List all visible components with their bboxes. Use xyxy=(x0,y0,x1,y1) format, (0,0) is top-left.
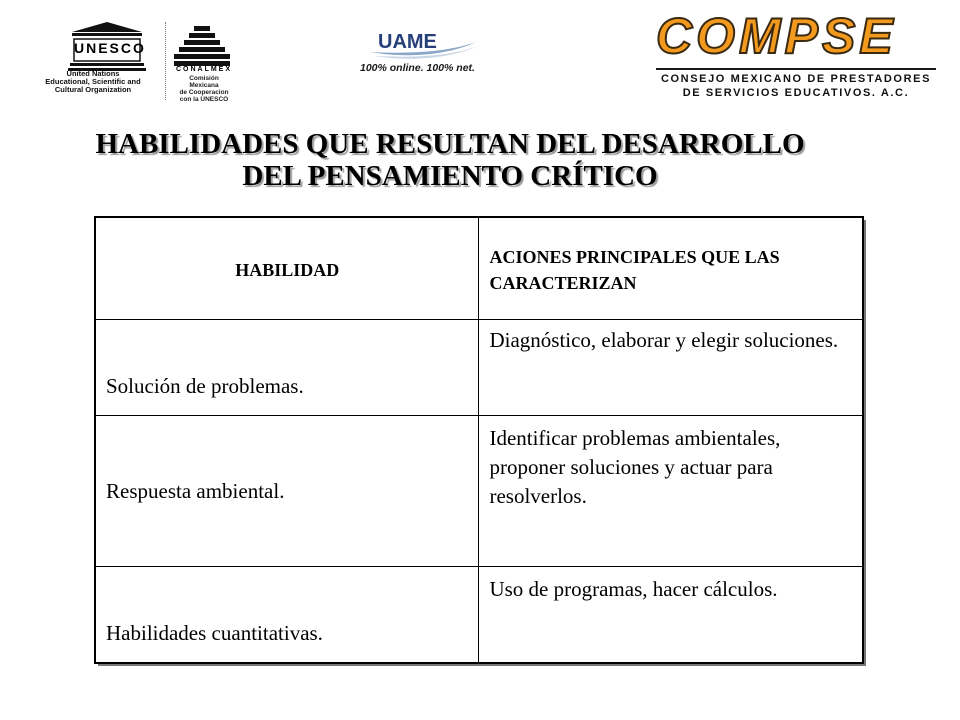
unesco-wordmark: UNESCO xyxy=(74,40,146,56)
page-title xyxy=(0,128,900,192)
uame-logo xyxy=(360,26,484,76)
compse-caption-line: CONSEJO MEXICANO DE PRESTADORES xyxy=(660,73,932,85)
conalmex-caption-line: Mexicana xyxy=(189,82,219,89)
conalmex-caption-line: de Cooperacion xyxy=(179,89,229,96)
logo-divider xyxy=(165,22,166,100)
skill-cell: Respuesta ambiental. xyxy=(96,416,479,567)
conalmex-pyramid-icon xyxy=(174,24,230,68)
skills-table-wrapper xyxy=(95,217,863,663)
actions-cell: Uso de programas, hacer cálculos. xyxy=(479,567,863,663)
unesco-caption-line: Cultural Organization xyxy=(54,85,132,94)
page-title-line: DEL PENSAMIENTO CRÍTICO xyxy=(242,160,658,192)
uame-tagline: 100% online. 100% net. xyxy=(360,62,475,74)
skill-cell: Solución de problemas. xyxy=(96,320,479,416)
unesco-caption xyxy=(28,70,158,94)
uame-wordmark: UAME xyxy=(378,31,437,53)
logo-bar xyxy=(0,0,960,110)
conalmex-caption-line: Comisión xyxy=(189,75,219,82)
unesco-caption-line: Educational, Scientific and xyxy=(45,77,141,86)
table-row xyxy=(96,320,863,416)
uame-swoosh-icon xyxy=(366,26,480,60)
compse-wordmark: COMPSE xyxy=(656,8,897,64)
skills-table xyxy=(95,217,863,663)
compse-rule xyxy=(656,68,936,70)
table-header-row xyxy=(96,218,863,320)
unesco-caption-line: United Nations xyxy=(66,69,120,78)
actions-cell: Identificar problemas ambientales, proponer soluciones y actuar para resolverlos. xyxy=(479,416,863,567)
conalmex-caption-line: con la UNESCO xyxy=(179,96,229,103)
conalmex-caption xyxy=(174,75,234,103)
table-header-cell: ACIONES PRINCIPALES QUE LAS CARACTERIZAN xyxy=(479,218,863,320)
unesco-logo xyxy=(28,14,233,103)
table-row xyxy=(96,416,863,567)
skill-cell: Habilidades cuantitativas. xyxy=(96,567,479,663)
table-row xyxy=(96,567,863,663)
page-title-line: HABILIDADES QUE RESULTAN DEL DESARROLLO xyxy=(95,128,805,160)
conalmex-wordmark: CONALMEX xyxy=(175,66,233,73)
compse-caption-line: DE SERVICIOS EDUCATIVOS. A.C. xyxy=(682,87,910,99)
table-header-cell: HABILIDAD xyxy=(96,218,479,320)
compse-logo xyxy=(652,8,942,102)
actions-cell: Diagnóstico, elaborar y elegir soluciones. xyxy=(479,320,863,416)
